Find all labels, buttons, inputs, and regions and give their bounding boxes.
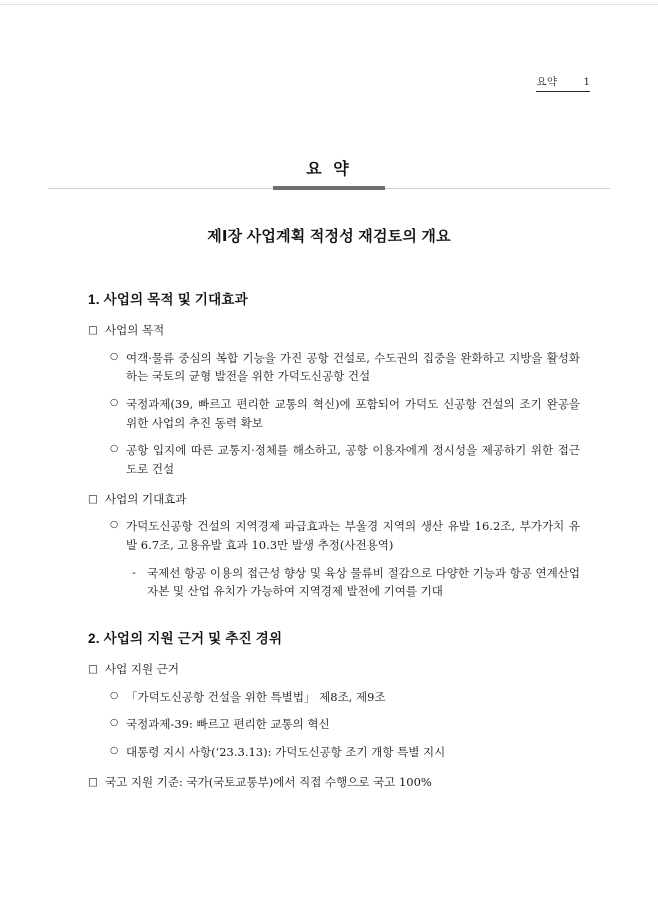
list-item-text: 가덕도신공항 건설의 지역경제 파급효과는 부울경 지역의 생산 유발 16.2조, 부가가치 유발 6.7조, 고용유발 효과 10.3만 발생 추정(사전용역)	[126, 519, 580, 552]
list-marker-icon: ○	[110, 744, 119, 756]
list-item	[110, 395, 580, 432]
list-item	[88, 491, 580, 509]
list-item-text: 대통령 지시 사항(‘23.3.13): 가덕도신공항 조기 개항 특별 지시	[126, 744, 446, 759]
list-marker-icon: ○	[110, 350, 119, 362]
list-marker-icon: ○	[110, 717, 119, 729]
list-item-text: 사업의 기대효과	[105, 491, 187, 506]
list-item	[110, 743, 580, 762]
list-marker-icon: □	[88, 662, 98, 675]
list-item	[88, 661, 580, 679]
document-title-block	[0, 160, 658, 191]
list-item-text: 공항 입지에 따른 교통지·정체를 해소하고, 공항 이용자에게 정시성을 제공하기 위한 접근도로 건설	[126, 443, 580, 476]
list-marker-icon: □	[88, 492, 98, 505]
document-body	[88, 288, 580, 791]
list-item	[110, 688, 580, 707]
title-divider	[0, 185, 658, 191]
list-item-text: 여객·물류 중심의 복합 기능을 가진 공항 건설로, 수도권의 집중을 완화하고 지방을 활성화하는 국토의 균형 발전을 위한 가덕도신공항 건설	[126, 350, 580, 384]
list-marker-icon: □	[88, 324, 98, 336]
running-header-page-number: 1	[583, 76, 590, 88]
list-marker-icon: ○	[110, 443, 119, 455]
list-marker-icon: ○	[110, 519, 119, 531]
page-top-border	[0, 4, 658, 5]
list-marker-icon: □	[88, 775, 98, 788]
list-item-text: 국정과제-39: 빠르고 편리한 교통의 혁신	[126, 717, 330, 732]
list-item	[88, 774, 580, 792]
list-marker-icon: -	[132, 565, 136, 579]
section-heading: 1. 사업의 목적 및 기대효과	[88, 292, 248, 307]
list-item	[110, 715, 580, 734]
list-item-text: 「가덕도신공항 건설을 위한 특별법」 제8조, 제9조	[126, 689, 386, 704]
list-item-text: 사업의 목적	[105, 323, 165, 337]
list-item-text: 사업 지원 근거	[105, 661, 179, 676]
section-heading: 2. 사업의 지원 근거 및 추진 경위	[88, 630, 283, 646]
list-marker-icon: ○	[110, 397, 119, 409]
page-title: 요 약	[306, 159, 352, 178]
running-header-label: 요약	[536, 76, 558, 88]
list-item	[110, 441, 580, 478]
list-item	[132, 564, 580, 601]
list-item	[88, 322, 580, 340]
list-item-text: 국정과제(39, 빠르고 편리한 교통의 혁신)에 포함되어 가덕도 신공항 건설의 조기 완공을 위한 사업의 추진 동력 확보	[126, 397, 580, 430]
title-divider-thick-line	[273, 186, 385, 190]
list-item-text: 국고 지원 기준: 국가(국토교통부)에서 직접 수행으로 국고 100%	[105, 774, 432, 789]
chapter-title: 제Ⅰ장 사업계획 적정성 재검토의 개요	[207, 228, 451, 245]
list-marker-icon: ○	[110, 689, 119, 701]
list-item-text: 국제선 항공 이용의 접근성 향상 및 육상 물류비 절감으로 다양한 기능과 항공 연계산업 자본 및 산업 유치가 가능하여 지역경제 발전에 기여를 기대	[147, 565, 580, 599]
running-header	[536, 74, 590, 92]
list-item	[110, 517, 580, 554]
list-item	[110, 349, 580, 386]
